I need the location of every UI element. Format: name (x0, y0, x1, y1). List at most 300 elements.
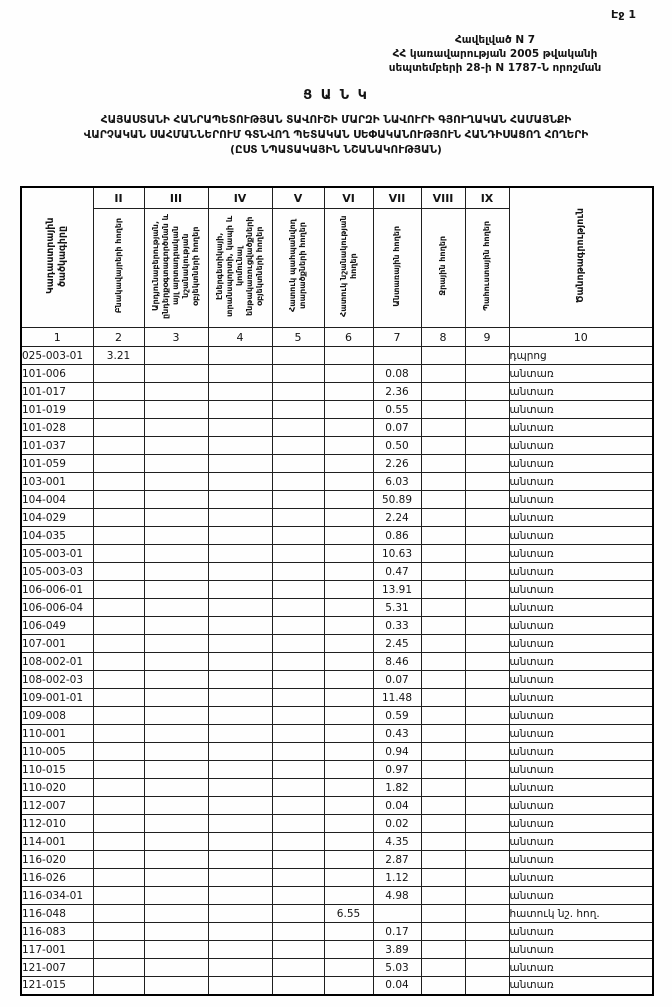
area-value-cell (272, 437, 324, 455)
area-value-cell (144, 599, 208, 617)
area-value-cell (465, 473, 509, 491)
area-value-cell (421, 671, 465, 689)
area-value-cell (93, 851, 144, 869)
area-value-cell (324, 455, 373, 473)
title-block (0, 88, 672, 159)
column-number-5: 5 (272, 328, 324, 347)
cadastral-code-cell: 104-035 (21, 527, 93, 545)
header-industrial-lands-label: Արդյունաբերության, ընդերքօգտագործման և այլ արտադրական նշանակության օբյեկտների հողեր (151, 213, 200, 319)
area-value-cell (421, 419, 465, 437)
area-value-cell (324, 545, 373, 563)
area-value-cell (272, 959, 324, 977)
area-value-cell (324, 797, 373, 815)
cadastral-code-cell: 110-020 (21, 779, 93, 797)
area-value-cell (208, 563, 272, 581)
area-value-cell (93, 581, 144, 599)
area-value-cell (373, 347, 421, 365)
table-row (21, 527, 653, 545)
area-value-cell (272, 725, 324, 743)
cadastral-code-cell: 110-001 (21, 725, 93, 743)
cadastral-code-cell: 112-010 (21, 815, 93, 833)
area-value-cell (208, 581, 272, 599)
area-value-cell (272, 527, 324, 545)
area-value-cell: 2.24 (373, 509, 421, 527)
area-value-cell (208, 833, 272, 851)
area-value-cell (421, 923, 465, 941)
area-value-cell (421, 527, 465, 545)
area-value-cell (324, 725, 373, 743)
table-row (21, 401, 653, 419)
area-value-cell (465, 797, 509, 815)
area-value-cell (465, 437, 509, 455)
area-value-cell (324, 815, 373, 833)
area-value-cell (324, 347, 373, 365)
note-cell: անտառ (509, 455, 653, 473)
note-cell: անտառ (509, 941, 653, 959)
area-value-cell (93, 383, 144, 401)
appendix-line-1: Հավելված N 7 (454, 34, 536, 46)
column-number-2: 2 (93, 328, 144, 347)
area-value-cell (324, 959, 373, 977)
area-value-cell: 0.50 (373, 437, 421, 455)
area-value-cell (144, 815, 208, 833)
area-value-cell (93, 959, 144, 977)
area-value-cell (144, 689, 208, 707)
cadastral-code-cell: 110-005 (21, 743, 93, 761)
area-value-cell (93, 473, 144, 491)
area-value-cell (93, 509, 144, 527)
area-value-cell (421, 959, 465, 977)
area-value-cell (144, 383, 208, 401)
area-value-cell (272, 491, 324, 509)
note-cell: անտառ (509, 671, 653, 689)
roman-numeral-vii: VII (373, 187, 421, 209)
header-numeral-row (21, 187, 653, 209)
area-value-cell (465, 545, 509, 563)
page-number: Էջ 1 (611, 8, 636, 21)
table-row (21, 671, 653, 689)
area-value-cell: 0.33 (373, 617, 421, 635)
header-reserve-lands (465, 209, 509, 328)
cadastral-code-cell: 104-004 (21, 491, 93, 509)
area-value-cell (465, 563, 509, 581)
area-value-cell (465, 455, 509, 473)
area-value-cell (208, 635, 272, 653)
area-value-cell (465, 419, 509, 437)
area-value-cell (93, 527, 144, 545)
land-parcel-table (20, 186, 654, 996)
area-value-cell: 2.87 (373, 851, 421, 869)
area-value-cell (465, 707, 509, 725)
area-value-cell (272, 617, 324, 635)
area-value-cell (93, 689, 144, 707)
area-value-cell (93, 941, 144, 959)
area-value-cell (324, 509, 373, 527)
area-value-cell (324, 887, 373, 905)
area-value-cell (208, 851, 272, 869)
table-row (21, 941, 653, 959)
cadastral-code-cell: 025-003-01 (21, 347, 93, 365)
area-value-cell (272, 383, 324, 401)
area-value-cell (93, 815, 144, 833)
note-cell: անտառ (509, 473, 653, 491)
area-value-cell: 0.59 (373, 707, 421, 725)
area-value-cell (144, 491, 208, 509)
area-value-cell (324, 563, 373, 581)
table-row (21, 977, 653, 995)
area-value-cell (208, 743, 272, 761)
area-value-cell (144, 959, 208, 977)
cadastral-code-cell: 117-001 (21, 941, 93, 959)
cadastral-code-cell: 109-008 (21, 707, 93, 725)
area-value-cell (208, 815, 272, 833)
cadastral-code-cell: 108-002-01 (21, 653, 93, 671)
area-value-cell (272, 581, 324, 599)
roman-numeral-iv: IV (208, 187, 272, 209)
area-value-cell (208, 707, 272, 725)
area-value-cell (324, 761, 373, 779)
area-value-cell (465, 617, 509, 635)
area-value-cell (465, 743, 509, 761)
area-value-cell (144, 419, 208, 437)
area-value-cell (421, 887, 465, 905)
cadastral-code-cell: 101-037 (21, 437, 93, 455)
area-value-cell (421, 473, 465, 491)
table-row (21, 779, 653, 797)
note-cell: անտառ (509, 779, 653, 797)
area-value-cell (421, 545, 465, 563)
cadastral-code-cell: 116-020 (21, 851, 93, 869)
area-value-cell (421, 797, 465, 815)
area-value-cell (208, 905, 272, 923)
area-value-cell (208, 599, 272, 617)
area-value-cell (465, 869, 509, 887)
area-value-cell (144, 527, 208, 545)
cadastral-code-cell: 101-006 (21, 365, 93, 383)
note-cell: դպրոց (509, 347, 653, 365)
note-cell: անտառ (509, 833, 653, 851)
area-value-cell: 6.03 (373, 473, 421, 491)
area-value-cell (272, 653, 324, 671)
area-value-cell (324, 473, 373, 491)
area-value-cell (93, 869, 144, 887)
area-value-cell (272, 707, 324, 725)
area-value-cell (144, 545, 208, 563)
table-row (21, 491, 653, 509)
area-value-cell: 0.97 (373, 761, 421, 779)
area-value-cell (208, 923, 272, 941)
area-value-cell: 50.89 (373, 491, 421, 509)
area-value-cell (208, 689, 272, 707)
area-value-cell (144, 869, 208, 887)
cadastral-code-cell: 116-026 (21, 869, 93, 887)
note-cell: անտառ (509, 743, 653, 761)
area-value-cell (272, 455, 324, 473)
area-value-cell (144, 725, 208, 743)
area-value-cell (208, 959, 272, 977)
roman-numeral-vi: VI (324, 187, 373, 209)
area-value-cell: 1.12 (373, 869, 421, 887)
roman-numeral-v: V (272, 187, 324, 209)
header-forest-lands-label: Անտառային հողեր (392, 225, 401, 307)
area-value-cell (272, 689, 324, 707)
area-value-cell: 0.08 (373, 365, 421, 383)
area-value-cell (144, 617, 208, 635)
area-value-cell (144, 923, 208, 941)
cadastral-code-cell: 105-003-03 (21, 563, 93, 581)
area-value-cell (272, 887, 324, 905)
area-value-cell (465, 365, 509, 383)
table-row (21, 797, 653, 815)
area-value-cell: 13.91 (373, 581, 421, 599)
area-value-cell (272, 905, 324, 923)
cadastral-code-header-label: Կադաստրային ծածկագիրը (45, 217, 69, 295)
cadastral-code-cell: 106-049 (21, 617, 93, 635)
header-residential-lands-label: Բնակավայրերի հողեր (113, 218, 123, 314)
column-number-1: 1 (21, 328, 93, 347)
appendix-reference (340, 33, 650, 76)
cadastral-code-cell: 116-034-01 (21, 887, 93, 905)
area-value-cell (93, 617, 144, 635)
table-row (21, 617, 653, 635)
area-value-cell (465, 689, 509, 707)
column-number-3: 3 (144, 328, 208, 347)
table-row (21, 707, 653, 725)
area-value-cell (421, 617, 465, 635)
document-title: Ց Ա Ն Կ (303, 88, 369, 103)
area-value-cell (144, 635, 208, 653)
area-value-cell (208, 797, 272, 815)
area-value-cell (421, 653, 465, 671)
area-value-cell (93, 635, 144, 653)
table-row (21, 851, 653, 869)
area-value-cell (421, 707, 465, 725)
area-value-cell (208, 455, 272, 473)
area-value-cell (373, 905, 421, 923)
cadastral-code-cell: 112-007 (21, 797, 93, 815)
area-value-cell (93, 491, 144, 509)
area-value-cell: 0.02 (373, 815, 421, 833)
area-value-cell: 0.55 (373, 401, 421, 419)
note-cell: անտառ (509, 653, 653, 671)
area-value-cell (93, 707, 144, 725)
area-value-cell (272, 365, 324, 383)
table-row (21, 419, 653, 437)
area-value-cell (208, 977, 272, 995)
area-value-cell (208, 869, 272, 887)
table-row (21, 581, 653, 599)
area-value-cell (208, 941, 272, 959)
subtitle-line-3: (ԸՍՏ ՆՊԱՏԱԿԱՅԻՆ ՆՇԱՆԱԿՈՒԹՅԱՆ) (230, 144, 442, 157)
cadastral-code-cell: 121-007 (21, 959, 93, 977)
area-value-cell (144, 473, 208, 491)
area-value-cell (421, 833, 465, 851)
note-cell: անտառ (509, 887, 653, 905)
table-row (21, 815, 653, 833)
area-value-cell (465, 959, 509, 977)
header-infrastructure-lands-label: Էներգետիկայի, տրանսպորտի, կապի և կոմունալ ենթակառուցվածքների օբյեկտների հողեր (215, 215, 264, 317)
area-value-cell: 0.17 (373, 923, 421, 941)
area-value-cell (465, 977, 509, 995)
header-protected-lands (272, 209, 324, 328)
note-cell: անտառ (509, 707, 653, 725)
area-value-cell (465, 527, 509, 545)
area-value-cell: 2.36 (373, 383, 421, 401)
area-value-cell (144, 671, 208, 689)
area-value-cell (208, 347, 272, 365)
note-cell: անտառ (509, 617, 653, 635)
area-value-cell (93, 455, 144, 473)
note-cell: անտառ (509, 959, 653, 977)
area-value-cell (465, 581, 509, 599)
cadastral-code-cell: 108-002-03 (21, 671, 93, 689)
header-water-lands (421, 209, 465, 328)
area-value-cell: 0.94 (373, 743, 421, 761)
header-numbers-row (21, 328, 653, 347)
area-value-cell (421, 689, 465, 707)
area-value-cell (144, 401, 208, 419)
area-value-cell (272, 509, 324, 527)
area-value-cell (272, 923, 324, 941)
roman-numeral-iii: III (144, 187, 208, 209)
area-value-cell (272, 545, 324, 563)
area-value-cell (272, 869, 324, 887)
area-value-cell (144, 743, 208, 761)
note-cell: անտառ (509, 419, 653, 437)
table-row (21, 887, 653, 905)
area-value-cell (208, 437, 272, 455)
area-value-cell (272, 851, 324, 869)
area-value-cell (144, 707, 208, 725)
table-row (21, 869, 653, 887)
area-value-cell (144, 851, 208, 869)
area-value-cell (421, 491, 465, 509)
area-value-cell (208, 527, 272, 545)
area-value-cell (324, 671, 373, 689)
note-cell: անտառ (509, 581, 653, 599)
table-row (21, 509, 653, 527)
area-value-cell (144, 347, 208, 365)
area-value-cell: 5.03 (373, 959, 421, 977)
cadastral-code-cell: 107-001 (21, 635, 93, 653)
cadastral-code-cell: 103-001 (21, 473, 93, 491)
area-value-cell (93, 599, 144, 617)
note-cell: անտառ (509, 527, 653, 545)
area-value-cell: 4.98 (373, 887, 421, 905)
cadastral-code-cell: 116-083 (21, 923, 93, 941)
area-value-cell (324, 581, 373, 599)
area-value-cell (421, 941, 465, 959)
appendix-line-2: ՀՀ կառավարության 2005 թվականի (392, 48, 598, 61)
area-value-cell: 0.07 (373, 419, 421, 437)
area-value-cell (208, 473, 272, 491)
area-value-cell (93, 725, 144, 743)
area-value-cell: 2.26 (373, 455, 421, 473)
area-value-cell (144, 797, 208, 815)
note-cell: հատուկ նշ. հող. (509, 905, 653, 923)
area-value-cell (324, 635, 373, 653)
cadastral-code-cell: 105-003-01 (21, 545, 93, 563)
table-row (21, 455, 653, 473)
area-value-cell (465, 923, 509, 941)
area-value-cell (144, 437, 208, 455)
area-value-cell: 11.48 (373, 689, 421, 707)
cadastral-code-cell: 121-015 (21, 977, 93, 995)
header-note (509, 187, 653, 328)
area-value-cell (421, 815, 465, 833)
area-value-cell (208, 509, 272, 527)
area-value-cell (324, 617, 373, 635)
table-row (21, 725, 653, 743)
cadastral-code-cell: 101-019 (21, 401, 93, 419)
area-value-cell: 0.43 (373, 725, 421, 743)
area-value-cell (208, 383, 272, 401)
column-number-7: 7 (373, 328, 421, 347)
area-value-cell (324, 851, 373, 869)
area-value-cell (421, 455, 465, 473)
area-value-cell (421, 383, 465, 401)
table-row (21, 383, 653, 401)
header-cadastral-code (21, 187, 93, 328)
area-value-cell (208, 365, 272, 383)
header-protected-lands-label: Հատուկ պահպանվող տարածքների հողեր (288, 219, 307, 313)
cadastral-code-cell: 106-006-04 (21, 599, 93, 617)
table-row (21, 563, 653, 581)
area-value-cell (465, 671, 509, 689)
area-value-cell (93, 671, 144, 689)
area-value-cell (465, 635, 509, 653)
area-value-cell (465, 905, 509, 923)
table-row (21, 833, 653, 851)
table-row (21, 473, 653, 491)
table-row (21, 923, 653, 941)
area-value-cell (421, 401, 465, 419)
area-value-cell (144, 779, 208, 797)
note-cell: անտառ (509, 797, 653, 815)
area-value-cell (465, 599, 509, 617)
note-cell: անտառ (509, 491, 653, 509)
area-value-cell (272, 473, 324, 491)
note-cell: անտառ (509, 545, 653, 563)
area-value-cell (465, 815, 509, 833)
area-value-cell (272, 761, 324, 779)
area-value-cell (208, 653, 272, 671)
area-value-cell (144, 905, 208, 923)
area-value-cell (272, 941, 324, 959)
area-value-cell (421, 779, 465, 797)
note-cell: անտառ (509, 365, 653, 383)
area-value-cell (144, 887, 208, 905)
cadastral-code-cell: 101-017 (21, 383, 93, 401)
table-row (21, 905, 653, 923)
roman-numeral-viii: VIII (421, 187, 465, 209)
area-value-cell (144, 653, 208, 671)
area-value-cell (465, 383, 509, 401)
area-value-cell (93, 797, 144, 815)
area-value-cell (93, 905, 144, 923)
area-value-cell (324, 941, 373, 959)
area-value-cell (93, 563, 144, 581)
document-subtitle (0, 113, 672, 159)
cadastral-code-cell: 116-048 (21, 905, 93, 923)
area-value-cell (93, 887, 144, 905)
area-value-cell (324, 491, 373, 509)
note-cell: անտառ (509, 509, 653, 527)
area-value-cell (421, 851, 465, 869)
note-cell: անտառ (509, 851, 653, 869)
area-value-cell (421, 599, 465, 617)
area-value-cell (208, 887, 272, 905)
